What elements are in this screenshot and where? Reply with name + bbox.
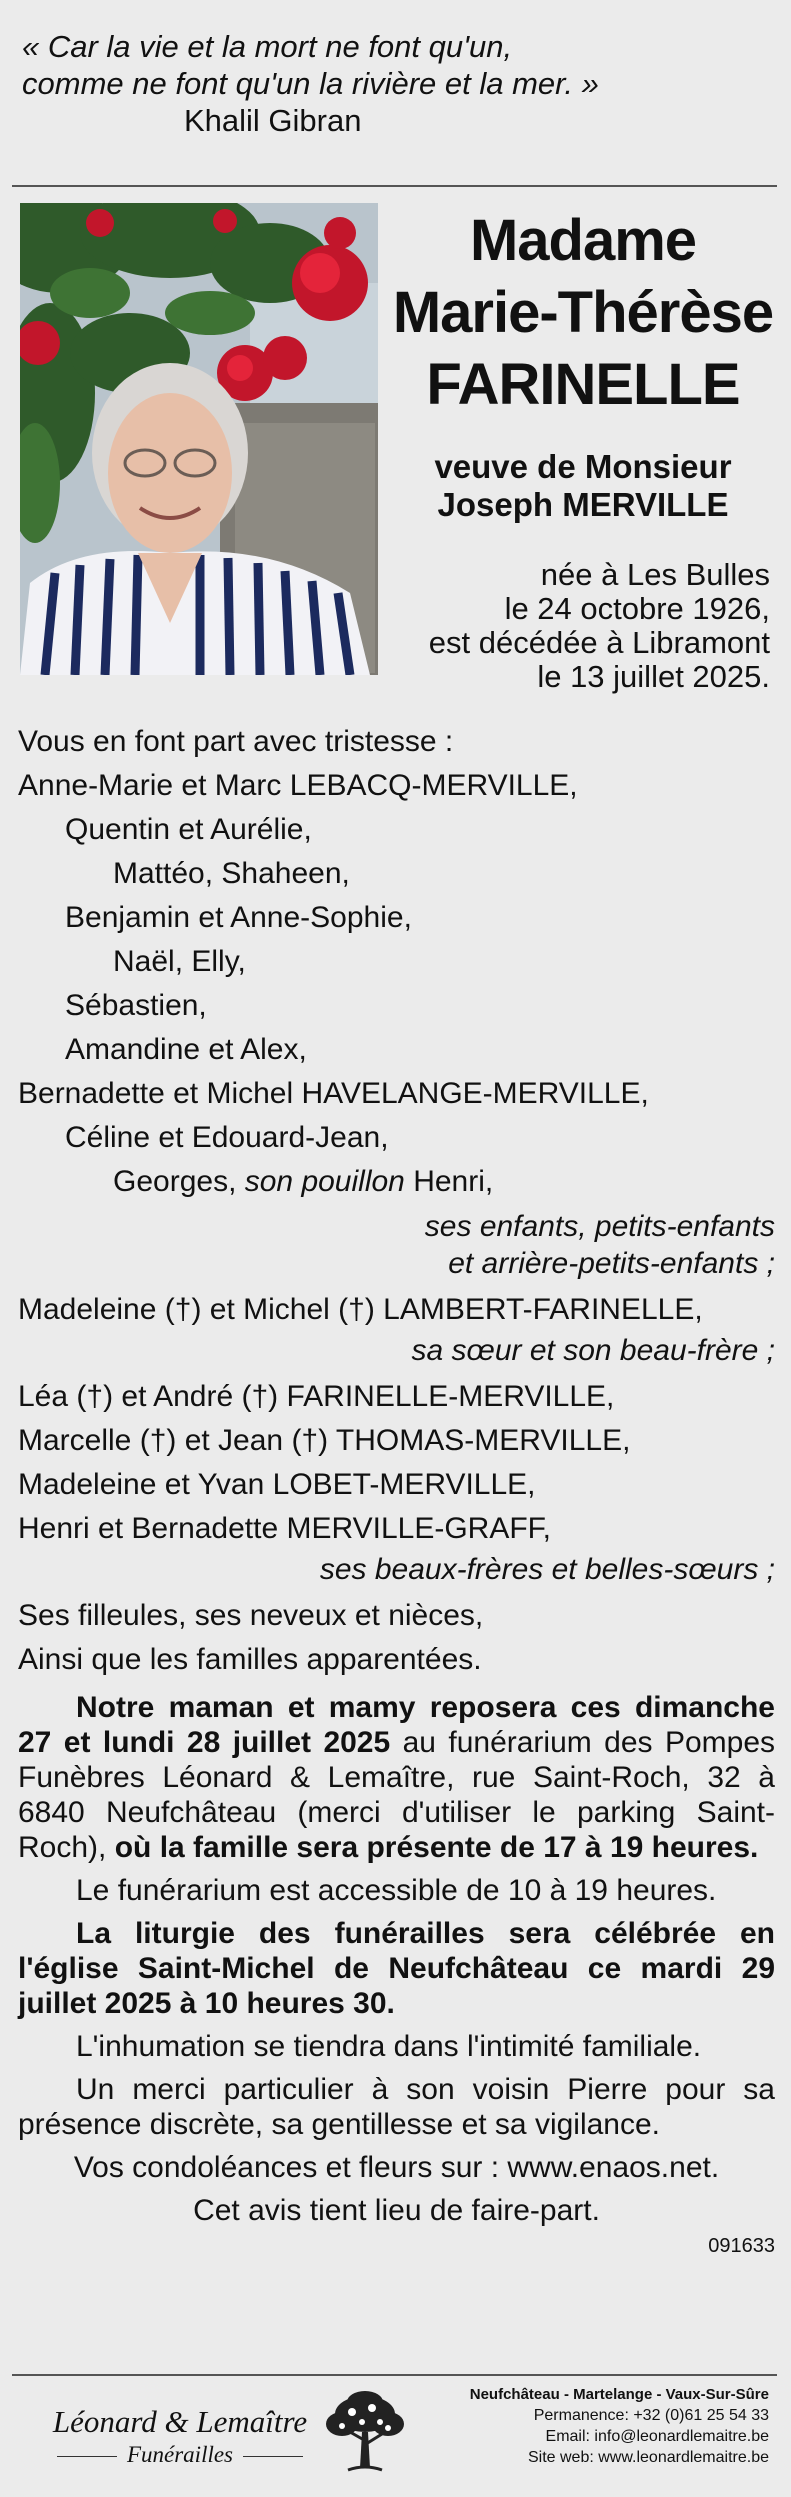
visitation-paragraph (18, 1690, 775, 1865)
email: Email: info@leonardlemaitre.be (545, 2428, 769, 2445)
condolences-line: Vos condoléances et fleurs sur : www.enaos.net. (73, 2151, 720, 2184)
thanks-paragraph (18, 2072, 775, 2142)
family-line: Bernadette et Michel HAVELANGE-MERVILLE, (18, 1077, 649, 1110)
family-line: Madeleine et Yvan LOBET-MERVILLE, (18, 1468, 536, 1501)
burial-text: L'inhumation se tiendra dans l'intimité familiale. (76, 2030, 702, 2063)
family-line: Céline et Edouard-Jean, (65, 1121, 389, 1154)
thanks-text: Un merci particulier à son voisin Pierre pour sa présence discrète, sa gentillesse et sa vigilance. (18, 2073, 775, 2141)
portrait-illustration (20, 203, 378, 675)
family-line: Madeleine (†) et Michel (†) LAMBERT-FARINELLE, (18, 1293, 703, 1326)
funeral-home-logo (30, 2404, 330, 2470)
website: Site web: www.leonardlemaitre.be (527, 2449, 769, 2466)
family-line-italic: son pouillon (244, 1165, 405, 1198)
quote-line: « Car la vie et la mort ne font qu'un, (22, 29, 513, 64)
birth-death-info (390, 558, 776, 694)
portrait-photo (20, 203, 378, 675)
family-line: Anne-Marie et Marc LEBACQ-MERVILLE, (18, 769, 578, 802)
family-line (18, 1160, 775, 1204)
announcement-body (18, 720, 775, 2258)
widow-line: veuve de Monsieur (434, 448, 732, 485)
faire-part-line: Cet avis tient lieu de faire-part. (193, 2194, 600, 2227)
family-line: Henri et Bernadette MERVILLE-GRAFF, (18, 1512, 551, 1545)
family-line-part: Georges, (113, 1165, 245, 1198)
liturgy-paragraph (18, 1916, 775, 2021)
relation-line: sa sœur et son beau-frère ; (411, 1334, 775, 1367)
deceased-surname: FARINELLE (426, 352, 740, 417)
widow-line: Joseph MERVILLE (437, 486, 729, 523)
family-line: Sébastien, (65, 989, 207, 1022)
deceased-first-names: Marie-Thérèse (392, 280, 774, 345)
epigraph-quote (22, 28, 782, 139)
liturgy-bold: La liturgie des funérailles sera célébrée en l'église Saint-Michel de Neufchâteau ce mardi 29 juillet 2025 à 10 heures 30. (18, 1917, 775, 2020)
quote-line: comme ne font qu'un la rivière et la mer. » (22, 66, 599, 101)
death-line: est décédée à Libramont (428, 625, 770, 660)
family-line: Naël, Elly, (113, 945, 246, 978)
family-line: Ainsi que les familles apparentées. (18, 1643, 482, 1676)
family-line: Marcelle (†) et Jean (†) THOMAS-MERVILLE, (18, 1424, 631, 1457)
funeral-home-footer (12, 2378, 777, 2488)
family-line: Ses filleules, ses neveux et nièces, (18, 1599, 484, 1632)
quote-author: Khalil Gibran (184, 103, 362, 138)
family-line-part: Henri, (404, 1165, 494, 1198)
birth-line: le 24 octobre 1926, (504, 591, 770, 626)
visitation-bold: Notre maman et mamy reposera ces dimanche 27 et lundi 28 juillet 2025 (18, 1691, 775, 1759)
reference-number: 091633 (708, 2235, 775, 2257)
death-line: le 13 juillet 2025. (537, 659, 770, 694)
branch-cities: Neufchâteau - Martelange - Vaux-Sur-Sûre (469, 2386, 769, 2403)
visitation-bold: où la famille sera présente de 17 à 19 heures. (114, 1831, 759, 1864)
family-line: Amandine et Alex, (65, 1033, 307, 1066)
family-line: Benjamin et Anne-Sophie, (65, 901, 412, 934)
family-intro: Vous en font part avec tristesse : (18, 725, 454, 758)
funeral-home-subtitle: Funérailles (126, 2442, 234, 2467)
relation-line: et arrière-petits-enfants ; (448, 1247, 775, 1280)
funeral-home-name: Léonard & Lemaître (52, 2404, 308, 2439)
funerarium-hours: Le funérarium est accessible de 10 à 19 heures. (76, 1874, 717, 1907)
phone: Permanence: +32 (0)61 25 54 33 (533, 2407, 769, 2424)
deceased-title: Madame (469, 208, 697, 273)
family-line: Mattéo, Shaheen, (113, 857, 350, 890)
visitation-text: au funérarium des Pompes Funèbres Léonard & Lemaître, rue Saint-Roch, 32 à 6840 Neufchâteau (merci d'utiliser le parking Saint-Roch), (18, 1726, 776, 1864)
family-line: Léa (†) et André (†) FARINELLE-MERVILLE, (18, 1380, 615, 1413)
family-line: Quentin et Aurélie, (65, 813, 312, 846)
contact-info (389, 2384, 769, 2468)
footer-divider (12, 2374, 777, 2376)
top-divider (12, 185, 777, 187)
relation-line: ses beaux-frères et belles-sœurs ; (319, 1553, 775, 1586)
widow-of (390, 448, 776, 524)
relation-line: ses enfants, petits-enfants (424, 1210, 775, 1243)
burial-paragraph (18, 2029, 775, 2064)
deceased-name (390, 205, 776, 421)
birth-line: née à Les Bulles (540, 557, 770, 592)
funeral-home-sub (30, 2440, 330, 2470)
